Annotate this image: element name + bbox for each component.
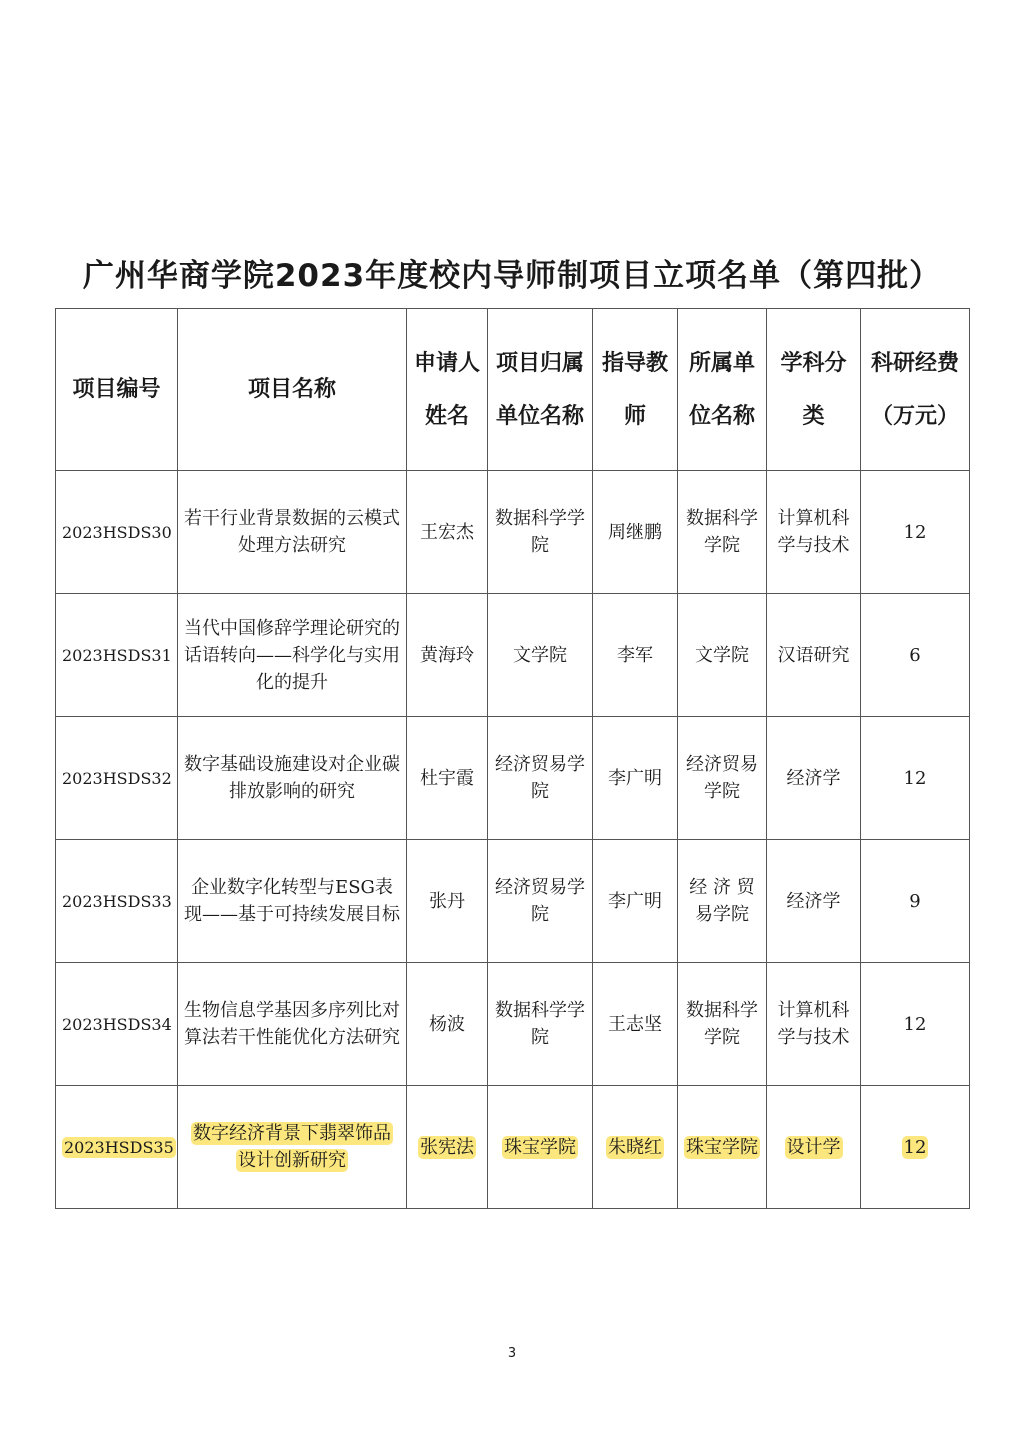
header-applicant: 申请人姓名 xyxy=(407,309,488,471)
highlighted-text: 珠宝学院 xyxy=(504,1136,576,1158)
cell-funding: 9 xyxy=(861,840,970,963)
cell-applicant: 王宏杰 xyxy=(407,471,488,594)
cell-project-unit: 文学院 xyxy=(488,594,593,717)
cell-project-unit xyxy=(488,1086,593,1209)
cell-advisor: 周继鹏 xyxy=(593,471,678,594)
cell-project-unit: 经济贸易学院 xyxy=(488,840,593,963)
cell-project-id: 2023HSDS33 xyxy=(56,840,178,963)
cell-advisor: 王志坚 xyxy=(593,963,678,1086)
header-project-name: 项目名称 xyxy=(178,309,407,471)
cell-advisor-unit: 经济贸易学院 xyxy=(678,717,767,840)
highlighted-text: 2023HSDS35 xyxy=(64,1137,174,1157)
cell-discipline: 汉语研究 xyxy=(767,594,861,717)
table-row xyxy=(56,717,970,840)
cell-advisor-unit: 数据科学学院 xyxy=(678,963,767,1086)
table-row xyxy=(56,840,970,963)
cell-project-id: 2023HSDS31 xyxy=(56,594,178,717)
cell-funding xyxy=(861,1086,970,1209)
cell-advisor xyxy=(593,1086,678,1209)
highlighted-text: 珠宝学院 xyxy=(686,1136,758,1158)
cell-funding: 12 xyxy=(861,471,970,594)
highlighted-text: 张宪法 xyxy=(420,1136,474,1158)
table-row-highlighted xyxy=(56,1086,970,1209)
highlighted-text: 数字经济背景下翡翠饰品设计创新研究 xyxy=(193,1123,391,1171)
highlighted-text: 设计学 xyxy=(786,1136,841,1158)
table-row xyxy=(56,963,970,1086)
cell-advisor: 李广明 xyxy=(593,717,678,840)
page-number: 3 xyxy=(507,1346,517,1361)
cell-project-id: 2023HSDS32 xyxy=(56,717,178,840)
cell-project-id: 2023HSDS30 xyxy=(56,471,178,594)
table-header-row xyxy=(56,309,970,471)
header-project-id: 项目编号 xyxy=(56,309,178,471)
cell-project-id: 2023HSDS34 xyxy=(56,963,178,1086)
cell-discipline: 计算机科学与技术 xyxy=(767,471,861,594)
cell-applicant: 杨波 xyxy=(407,963,488,1086)
cell-project-unit: 经济贸易学院 xyxy=(488,717,593,840)
cell-project-name xyxy=(178,1086,407,1209)
table-row xyxy=(56,594,970,717)
cell-discipline xyxy=(767,1086,861,1209)
cell-project-unit: 数据科学学院 xyxy=(488,471,593,594)
cell-project-unit: 数据科学学院 xyxy=(488,963,593,1086)
header-advisor-unit: 所属单位名称 xyxy=(678,309,767,471)
header-funding: 科研经费（万元） xyxy=(861,309,970,471)
cell-advisor-unit: 经 济 贸 易学院 xyxy=(678,840,767,963)
cell-project-name: 若干行业背景数据的云模式处理方法研究 xyxy=(178,471,407,594)
cell-applicant xyxy=(407,1086,488,1209)
cell-funding: 6 xyxy=(861,594,970,717)
cell-discipline: 经济学 xyxy=(767,840,861,963)
cell-project-id xyxy=(56,1086,178,1209)
highlighted-text: 12 xyxy=(903,1136,927,1158)
cell-discipline: 经济学 xyxy=(767,717,861,840)
cell-advisor-unit: 数据科学学院 xyxy=(678,471,767,594)
cell-discipline: 计算机科学与技术 xyxy=(767,963,861,1086)
cell-advisor: 李军 xyxy=(593,594,678,717)
cell-project-name: 当代中国修辞学理论研究的话语转向——科学化与实用化的提升 xyxy=(178,594,407,717)
project-table xyxy=(55,308,970,1209)
cell-advisor-unit xyxy=(678,1086,767,1209)
header-advisor: 指导教师 xyxy=(593,309,678,471)
cell-applicant: 张丹 xyxy=(407,840,488,963)
cell-applicant: 黄海玲 xyxy=(407,594,488,717)
cell-advisor-unit: 文学院 xyxy=(678,594,767,717)
table-row xyxy=(56,471,970,594)
cell-advisor: 李广明 xyxy=(593,840,678,963)
cell-funding: 12 xyxy=(861,717,970,840)
cell-project-name: 生物信息学基因多序列比对算法若干性能优化方法研究 xyxy=(178,963,407,1086)
header-discipline: 学科分类 xyxy=(767,309,861,471)
document-title: 广州华商学院2023年度校内导师制项目立项名单（第四批） xyxy=(82,258,942,294)
cell-project-name: 数字基础设施建设对企业碳排放影响的研究 xyxy=(178,717,407,840)
cell-funding: 12 xyxy=(861,963,970,1086)
header-project-unit: 项目归属单位名称 xyxy=(488,309,593,471)
cell-project-name: 企业数字化转型与ESG表现——基于可持续发展目标 xyxy=(178,840,407,963)
cell-applicant: 杜宇霞 xyxy=(407,717,488,840)
highlighted-text: 朱晓红 xyxy=(608,1136,662,1158)
